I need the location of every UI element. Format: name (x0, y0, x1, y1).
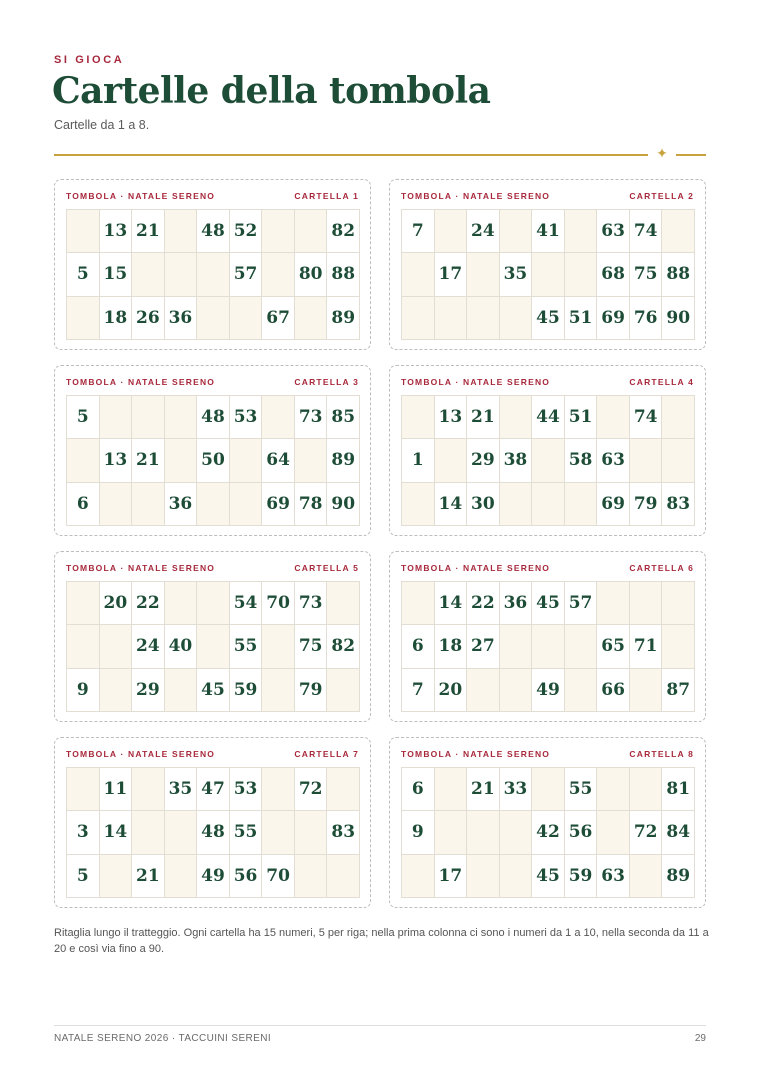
number-cell: 45 (532, 297, 564, 339)
empty-cell (500, 855, 532, 897)
empty-cell (597, 811, 629, 853)
card-brand: TOMBOLA · NATALE SERENO (401, 563, 551, 573)
empty-cell (230, 483, 262, 525)
empty-cell (132, 396, 164, 438)
number-cell: 49 (532, 669, 564, 711)
card-brand: TOMBOLA · NATALE SERENO (66, 563, 216, 573)
number-cell: 36 (165, 483, 197, 525)
number-cell: 69 (597, 483, 629, 525)
empty-cell (662, 210, 694, 252)
empty-cell (100, 855, 132, 897)
number-cell: 48 (197, 210, 229, 252)
number-cell: 18 (100, 297, 132, 339)
empty-cell (67, 439, 99, 481)
card-label: CARTELLA 4 (629, 377, 694, 387)
number-cell: 71 (630, 625, 662, 667)
number-cell: 59 (565, 855, 597, 897)
empty-cell (532, 253, 564, 295)
number-cell: 90 (662, 297, 694, 339)
number-cell: 14 (100, 811, 132, 853)
empty-cell (327, 582, 359, 624)
number-cell: 13 (100, 210, 132, 252)
empty-cell (662, 439, 694, 481)
empty-cell (500, 210, 532, 252)
empty-cell (327, 768, 359, 810)
card-header (401, 377, 694, 389)
number-cell: 57 (565, 582, 597, 624)
number-cell: 14 (435, 582, 467, 624)
number-cell: 24 (132, 625, 164, 667)
empty-cell (327, 855, 359, 897)
number-cell: 5 (67, 253, 99, 295)
number-grid (66, 581, 360, 712)
empty-cell (67, 625, 99, 667)
number-grid (66, 395, 360, 526)
number-cell: 74 (630, 396, 662, 438)
card-label: CARTELLA 1 (294, 191, 359, 201)
empty-cell (165, 439, 197, 481)
number-cell: 84 (662, 811, 694, 853)
number-cell: 52 (230, 210, 262, 252)
number-cell: 29 (132, 669, 164, 711)
empty-cell (165, 855, 197, 897)
number-cell: 59 (230, 669, 262, 711)
number-cell: 21 (467, 768, 499, 810)
card-header (66, 377, 359, 389)
number-cell: 45 (532, 582, 564, 624)
card-brand: TOMBOLA · NATALE SERENO (401, 191, 551, 201)
number-cell: 55 (565, 768, 597, 810)
card-brand: TOMBOLA · NATALE SERENO (401, 377, 551, 387)
number-cell: 45 (532, 855, 564, 897)
bingo-card (389, 551, 706, 722)
empty-cell (100, 625, 132, 667)
number-cell: 6 (402, 768, 434, 810)
empty-cell (467, 253, 499, 295)
instructions-note: Ritaglia lungo il tratteggio. Ogni cartella ha 15 numeri, 5 per riga; nella prima colonna ci sono i numeri da 1 a 10, nella seconda da 11 a 20 e così via fino a 90. (54, 927, 709, 955)
number-cell: 56 (565, 811, 597, 853)
empty-cell (435, 210, 467, 252)
empty-cell (630, 669, 662, 711)
number-cell: 7 (402, 669, 434, 711)
card-brand: TOMBOLA · NATALE SERENO (66, 749, 216, 759)
number-cell: 79 (630, 483, 662, 525)
number-cell: 63 (597, 439, 629, 481)
footer-title: NATALE SERENO 2026 · TACCUINI SERENI (54, 1033, 272, 1044)
number-cell: 53 (230, 396, 262, 438)
number-cell: 45 (197, 669, 229, 711)
number-cell: 17 (435, 253, 467, 295)
card-brand: TOMBOLA · NATALE SERENO (401, 749, 551, 759)
number-cell: 5 (67, 396, 99, 438)
empty-cell (100, 396, 132, 438)
bingo-card (389, 365, 706, 536)
number-cell: 51 (565, 297, 597, 339)
empty-cell (197, 582, 229, 624)
empty-cell (295, 811, 327, 853)
bingo-card (54, 365, 371, 536)
empty-cell (435, 811, 467, 853)
empty-cell (435, 297, 467, 339)
number-cell: 89 (327, 439, 359, 481)
number-cell: 22 (132, 582, 164, 624)
empty-cell (262, 669, 294, 711)
number-cell: 47 (197, 768, 229, 810)
empty-cell (435, 768, 467, 810)
number-cell: 82 (327, 625, 359, 667)
empty-cell (467, 855, 499, 897)
number-cell: 66 (597, 669, 629, 711)
empty-cell (402, 855, 434, 897)
number-cell: 44 (532, 396, 564, 438)
number-cell: 40 (165, 625, 197, 667)
number-cell: 81 (662, 768, 694, 810)
bingo-card (54, 551, 371, 722)
empty-cell (630, 439, 662, 481)
number-cell: 41 (532, 210, 564, 252)
card-header (66, 191, 359, 203)
empty-cell (467, 669, 499, 711)
empty-cell (532, 483, 564, 525)
number-cell: 80 (295, 253, 327, 295)
number-cell: 21 (132, 439, 164, 481)
empty-cell (565, 669, 597, 711)
number-grid (401, 209, 695, 340)
empty-cell (630, 768, 662, 810)
page-number: 29 (694, 1033, 706, 1044)
number-grid (401, 767, 695, 898)
empty-cell (662, 625, 694, 667)
empty-cell (597, 768, 629, 810)
empty-cell (402, 483, 434, 525)
empty-cell (467, 811, 499, 853)
card-label: CARTELLA 7 (294, 749, 359, 759)
empty-cell (565, 483, 597, 525)
empty-cell (597, 396, 629, 438)
number-cell: 73 (295, 396, 327, 438)
number-cell: 1 (402, 439, 434, 481)
card-header (66, 749, 359, 761)
number-cell: 13 (435, 396, 467, 438)
number-cell: 83 (327, 811, 359, 853)
number-cell: 51 (565, 396, 597, 438)
number-cell: 55 (230, 625, 262, 667)
number-cell: 27 (467, 625, 499, 667)
number-cell: 67 (262, 297, 294, 339)
empty-cell (295, 297, 327, 339)
footer-divider (54, 1025, 706, 1026)
number-cell: 48 (197, 811, 229, 853)
card-header (66, 563, 359, 575)
number-cell: 11 (100, 768, 132, 810)
divider (54, 154, 648, 156)
number-cell: 6 (402, 625, 434, 667)
card-header (401, 749, 694, 761)
number-cell: 38 (500, 439, 532, 481)
empty-cell (500, 297, 532, 339)
empty-cell (230, 297, 262, 339)
bingo-card (389, 737, 706, 908)
empty-cell (67, 582, 99, 624)
number-cell: 49 (197, 855, 229, 897)
number-cell: 50 (197, 439, 229, 481)
number-cell: 70 (262, 582, 294, 624)
number-cell: 63 (597, 855, 629, 897)
page-subtitle: Cartelle da 1 a 8. (54, 118, 150, 132)
empty-cell (500, 396, 532, 438)
empty-cell (295, 210, 327, 252)
number-cell: 87 (662, 669, 694, 711)
number-cell: 53 (230, 768, 262, 810)
empty-cell (132, 768, 164, 810)
number-cell: 89 (662, 855, 694, 897)
number-cell: 18 (435, 625, 467, 667)
number-cell: 82 (327, 210, 359, 252)
empty-cell (165, 669, 197, 711)
number-cell: 83 (662, 483, 694, 525)
number-cell: 75 (630, 253, 662, 295)
number-cell: 22 (467, 582, 499, 624)
number-cell: 55 (230, 811, 262, 853)
empty-cell (197, 297, 229, 339)
empty-cell (132, 483, 164, 525)
number-cell: 35 (165, 768, 197, 810)
number-cell: 21 (467, 396, 499, 438)
number-cell: 79 (295, 669, 327, 711)
empty-cell (662, 396, 694, 438)
number-cell: 68 (597, 253, 629, 295)
number-cell: 7 (402, 210, 434, 252)
empty-cell (165, 582, 197, 624)
empty-cell (262, 210, 294, 252)
number-cell: 88 (327, 253, 359, 295)
empty-cell (67, 210, 99, 252)
number-cell: 21 (132, 855, 164, 897)
empty-cell (197, 483, 229, 525)
number-cell: 74 (630, 210, 662, 252)
empty-cell (165, 811, 197, 853)
number-cell: 29 (467, 439, 499, 481)
number-cell: 72 (295, 768, 327, 810)
empty-cell (402, 297, 434, 339)
card-label: CARTELLA 3 (294, 377, 359, 387)
empty-cell (662, 582, 694, 624)
page-title: Cartelle della tombola (52, 70, 491, 112)
number-cell: 24 (467, 210, 499, 252)
empty-cell (262, 811, 294, 853)
empty-cell (165, 396, 197, 438)
empty-cell (132, 811, 164, 853)
number-grid (401, 581, 695, 712)
number-grid (401, 395, 695, 526)
number-cell: 58 (565, 439, 597, 481)
empty-cell (402, 582, 434, 624)
number-cell: 88 (662, 253, 694, 295)
number-cell: 89 (327, 297, 359, 339)
number-cell: 5 (67, 855, 99, 897)
number-cell: 78 (295, 483, 327, 525)
empty-cell (500, 669, 532, 711)
empty-cell (630, 855, 662, 897)
number-cell: 42 (532, 811, 564, 853)
divider-right (676, 154, 706, 156)
number-cell: 26 (132, 297, 164, 339)
number-cell: 36 (165, 297, 197, 339)
empty-cell (132, 253, 164, 295)
number-cell: 72 (630, 811, 662, 853)
empty-cell (67, 297, 99, 339)
empty-cell (262, 396, 294, 438)
bingo-card (54, 737, 371, 908)
bingo-card (54, 179, 371, 350)
number-cell: 36 (500, 582, 532, 624)
number-cell: 65 (597, 625, 629, 667)
number-cell: 69 (262, 483, 294, 525)
card-label: CARTELLA 5 (294, 563, 359, 573)
empty-cell (230, 439, 262, 481)
number-cell: 6 (67, 483, 99, 525)
star-icon: ✦ (656, 146, 668, 162)
empty-cell (165, 253, 197, 295)
kicker: SI GIOCA (54, 54, 125, 66)
empty-cell (565, 210, 597, 252)
empty-cell (630, 582, 662, 624)
card-brand: TOMBOLA · NATALE SERENO (66, 377, 216, 387)
number-cell: 30 (467, 483, 499, 525)
empty-cell (565, 625, 597, 667)
number-cell: 90 (327, 483, 359, 525)
number-cell: 48 (197, 396, 229, 438)
number-cell: 9 (402, 811, 434, 853)
number-cell: 76 (630, 297, 662, 339)
number-cell: 73 (295, 582, 327, 624)
card-brand: TOMBOLA · NATALE SERENO (66, 191, 216, 201)
number-cell: 15 (100, 253, 132, 295)
number-cell: 33 (500, 768, 532, 810)
number-grid (66, 209, 360, 340)
number-cell: 70 (262, 855, 294, 897)
card-header (401, 191, 694, 203)
empty-cell (197, 253, 229, 295)
empty-cell (402, 396, 434, 438)
number-cell: 69 (597, 297, 629, 339)
empty-cell (532, 768, 564, 810)
empty-cell (262, 625, 294, 667)
number-cell: 13 (100, 439, 132, 481)
empty-cell (262, 768, 294, 810)
card-label: CARTELLA 6 (629, 563, 694, 573)
number-cell: 57 (230, 253, 262, 295)
number-cell: 75 (295, 625, 327, 667)
bingo-card (389, 179, 706, 350)
empty-cell (597, 582, 629, 624)
number-cell: 56 (230, 855, 262, 897)
card-label: CARTELLA 2 (629, 191, 694, 201)
empty-cell (435, 439, 467, 481)
empty-cell (532, 625, 564, 667)
card-label: CARTELLA 8 (629, 749, 694, 759)
number-cell: 21 (132, 210, 164, 252)
empty-cell (532, 439, 564, 481)
number-cell: 85 (327, 396, 359, 438)
empty-cell (500, 625, 532, 667)
number-grid (66, 767, 360, 898)
empty-cell (100, 483, 132, 525)
empty-cell (565, 253, 597, 295)
empty-cell (295, 855, 327, 897)
number-cell: 17 (435, 855, 467, 897)
number-cell: 35 (500, 253, 532, 295)
number-cell: 9 (67, 669, 99, 711)
empty-cell (197, 625, 229, 667)
empty-cell (500, 811, 532, 853)
empty-cell (165, 210, 197, 252)
card-header (401, 563, 694, 575)
empty-cell (67, 768, 99, 810)
number-cell: 64 (262, 439, 294, 481)
number-cell: 3 (67, 811, 99, 853)
number-cell: 20 (100, 582, 132, 624)
empty-cell (500, 483, 532, 525)
number-cell: 14 (435, 483, 467, 525)
number-cell: 20 (435, 669, 467, 711)
empty-cell (467, 297, 499, 339)
empty-cell (100, 669, 132, 711)
empty-cell (402, 253, 434, 295)
empty-cell (327, 669, 359, 711)
number-cell: 63 (597, 210, 629, 252)
empty-cell (295, 439, 327, 481)
empty-cell (262, 253, 294, 295)
number-cell: 54 (230, 582, 262, 624)
